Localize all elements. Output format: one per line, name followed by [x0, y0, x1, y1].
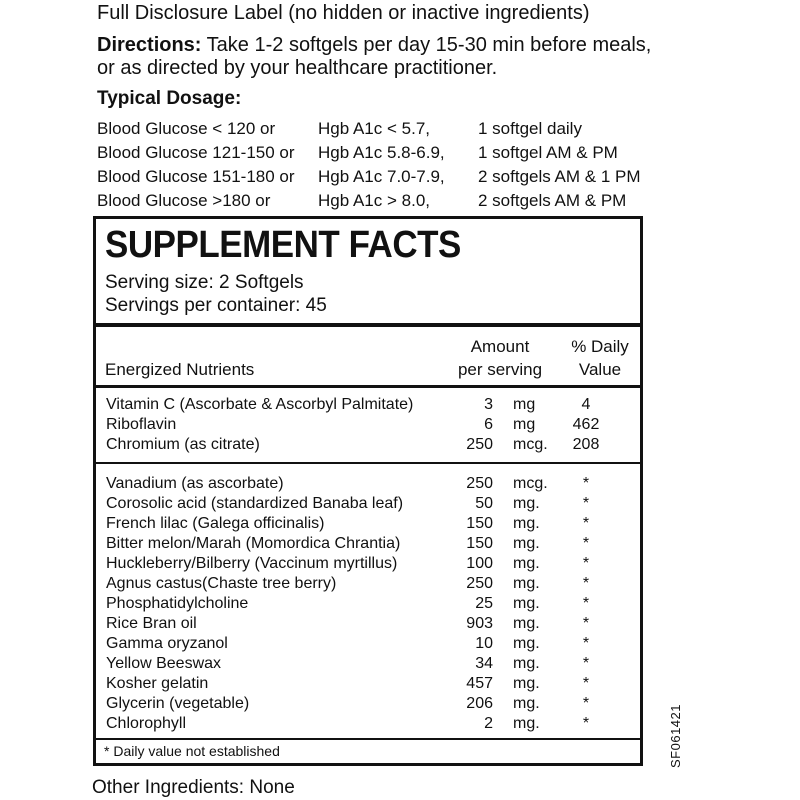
nutrient-amount: 34: [475, 655, 493, 672]
nutrient-row: [106, 514, 636, 534]
nutrient-name: Vanadium (as ascorbate): [106, 475, 284, 492]
nutrient-amount: 150: [466, 535, 493, 552]
directions-line-1: [97, 33, 651, 57]
dosage-a1c: Hgb A1c > 8.0,: [318, 191, 430, 210]
divider-footnote: [96, 738, 640, 740]
nutrient-name: Chlorophyll: [106, 715, 187, 732]
nutrient-row: [106, 674, 636, 694]
nutrient-row: [106, 554, 636, 574]
nutrient-amount: 10: [475, 635, 493, 652]
nutrient-row: [106, 654, 636, 674]
nutrient-row: [106, 634, 636, 654]
nutrient-name: French lilac (Galega officinalis): [106, 515, 325, 532]
header-dv-2: Value: [578, 360, 622, 379]
nutrient-name: Corosolic acid (standardized Banaba leaf): [106, 495, 404, 512]
nutrient-row: [106, 714, 636, 734]
header-amount-2: per serving: [457, 360, 543, 379]
serving-size: Serving size: 2 Softgels: [105, 272, 304, 293]
nutrient-amount: 3: [484, 396, 493, 413]
directions-line-2: or as directed by your healthcare practitioner.: [97, 57, 498, 79]
nutrient-row: [106, 534, 636, 554]
nutrient-unit: mcg.: [513, 475, 548, 492]
nutrient-unit: mg.: [513, 495, 540, 512]
nutrient-name: Huckleberry/Bilberry (Vaccinum myrtillus): [106, 555, 398, 572]
dosage-title: Typical Dosage:: [97, 88, 242, 109]
daily-value-footnote: * Daily value not established: [104, 743, 280, 759]
header-dv-1: % Daily: [571, 337, 629, 356]
nutrient-name: Agnus castus(Chaste tree berry): [106, 575, 337, 592]
nutrient-unit: mg.: [513, 615, 540, 632]
nutrient-dv: *: [582, 655, 590, 672]
nutrient-row: [106, 574, 636, 594]
nutrient-dv: 4: [581, 396, 591, 413]
nutrient-row: [106, 614, 636, 634]
nutrient-dv: *: [582, 715, 590, 732]
nutrient-unit: mg: [513, 396, 536, 413]
nutrient-unit: mg.: [513, 555, 540, 572]
nutrient-amount: 250: [466, 575, 493, 592]
nutrient-unit: mcg.: [513, 436, 548, 453]
dosage-dose: 1 softgel daily: [478, 119, 582, 138]
dosage-glucose: Blood Glucose >180 or: [97, 191, 271, 210]
header-nutrients: Energized Nutrients: [105, 360, 255, 379]
disclosure-text: Full Disclosure Label (no hidden or inactive ingredients): [97, 2, 590, 24]
dosage-dose: 1 softgel AM & PM: [478, 143, 618, 162]
nutrient-dv: *: [582, 555, 590, 572]
nutrient-amount: 50: [475, 495, 493, 512]
nutrient-unit: mg.: [513, 715, 540, 732]
dosage-glucose: Blood Glucose < 120 or: [97, 119, 276, 138]
nutrient-unit: mg.: [513, 655, 540, 672]
product-code: SF061421: [668, 704, 683, 768]
nutrient-dv: *: [582, 695, 590, 712]
nutrient-amount: 150: [466, 515, 493, 532]
nutrient-name: Chromium (as citrate): [106, 436, 260, 453]
divider-thick: [96, 323, 640, 327]
nutrient-row: [106, 494, 636, 514]
nutrient-dv: *: [582, 515, 590, 532]
nutrient-row: [106, 474, 636, 494]
dosage-glucose: Blood Glucose 121-150 or: [97, 143, 295, 162]
nutrient-dv: *: [582, 535, 590, 552]
nutrient-name: Gamma oryzanol: [106, 635, 228, 652]
nutrient-unit: mg.: [513, 595, 540, 612]
nutrient-dv: *: [582, 635, 590, 652]
nutrient-amount: 6: [484, 416, 493, 433]
nutrient-name: Glycerin (vegetable): [106, 695, 250, 712]
directions-label: Directions:: [97, 34, 202, 56]
dosage-dose: 2 softgels AM & 1 PM: [478, 167, 641, 186]
nutrient-amount: 2: [484, 715, 493, 732]
nutrient-dv: *: [582, 615, 590, 632]
nutrient-amount: 206: [466, 695, 493, 712]
nutrient-row: [106, 435, 636, 455]
nutrient-row: [106, 415, 636, 435]
nutrient-amount: 25: [475, 595, 493, 612]
servings-per-container: Servings per container: 45: [105, 295, 327, 316]
divider-header: [96, 385, 640, 388]
dosage-a1c: Hgb A1c 5.8-6.9,: [318, 143, 445, 162]
nutrient-amount: 250: [466, 436, 493, 453]
nutrient-row: [106, 694, 636, 714]
nutrient-name: Kosher gelatin: [106, 675, 209, 692]
dosage-dose: 2 softgels AM & PM: [478, 191, 627, 210]
nutrient-name: Bitter melon/Marah (Momordica Chrantia): [106, 535, 401, 552]
nutrient-dv: *: [582, 575, 590, 592]
directions-text-1: Take 1-2 softgels per day 15-30 min before meals,: [206, 34, 652, 56]
nutrient-name: Phosphatidylcholine: [106, 595, 249, 612]
nutrient-amount: 457: [466, 675, 493, 692]
nutrient-dv: *: [582, 675, 590, 692]
nutrient-dv: *: [582, 495, 590, 512]
nutrient-row: [106, 594, 636, 614]
nutrient-unit: mg.: [513, 515, 540, 532]
nutrient-name: Yellow Beeswax: [106, 655, 222, 672]
divider-group: [96, 462, 640, 464]
nutrient-row: [106, 395, 636, 415]
nutrient-unit: mg: [513, 416, 536, 433]
nutrient-name: Riboflavin: [106, 416, 177, 433]
nutrient-dv: *: [582, 595, 590, 612]
nutrient-unit: mg.: [513, 575, 540, 592]
dosage-a1c: Hgb A1c < 5.7,: [318, 119, 430, 138]
nutrient-unit: mg.: [513, 535, 540, 552]
nutrient-unit: mg.: [513, 695, 540, 712]
header-amount-1: Amount: [470, 337, 530, 356]
nutrient-dv: *: [582, 475, 590, 492]
nutrient-name: Rice Bran oil: [106, 615, 197, 632]
nutrient-unit: mg.: [513, 635, 540, 652]
other-ingredients: Other Ingredients: None: [92, 777, 295, 798]
nutrient-amount: 250: [466, 475, 493, 492]
dosage-glucose: Blood Glucose 151-180 or: [97, 167, 295, 186]
nutrient-unit: mg.: [513, 675, 540, 692]
dosage-a1c: Hgb A1c 7.0-7.9,: [318, 167, 445, 186]
nutrient-dv: 208: [572, 436, 600, 453]
nutrient-amount: 100: [466, 555, 493, 572]
nutrient-name: Vitamin C (Ascorbate & Ascorbyl Palmitate): [106, 396, 414, 413]
nutrient-dv: 462: [572, 416, 600, 433]
nutrient-amount: 903: [466, 615, 493, 632]
facts-title: SUPPLEMENT FACTS: [105, 224, 461, 266]
